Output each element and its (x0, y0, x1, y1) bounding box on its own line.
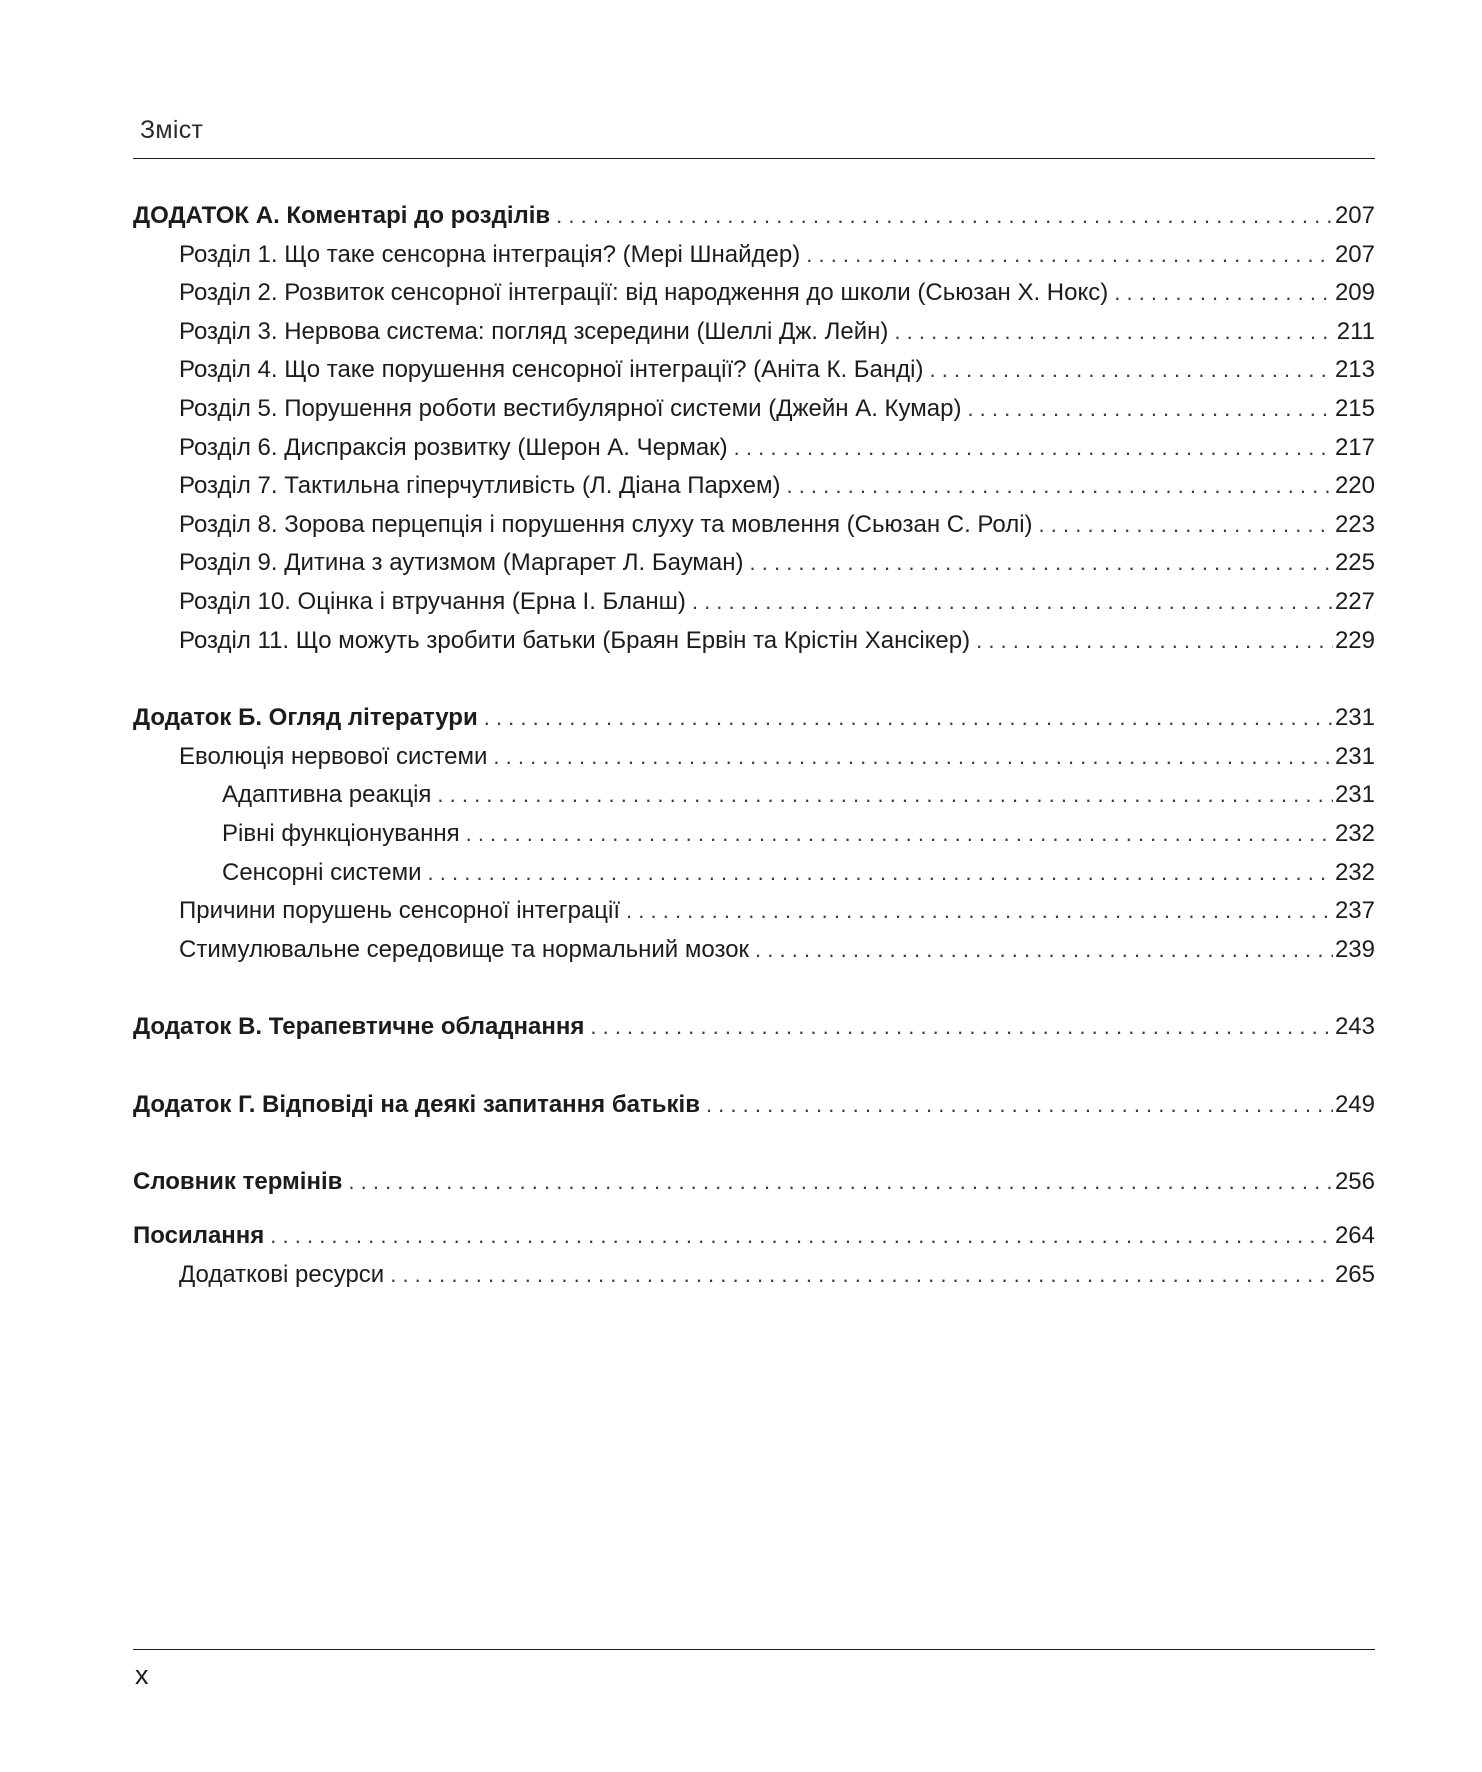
toc-entry-appendix-c[interactable] (133, 1008, 1375, 1047)
toc-entry-page: 265 (1334, 1260, 1375, 1288)
toc-entry-chapter-7[interactable] (133, 467, 1375, 506)
toc-entry-title: Розділ 6. Диспраксія розвитку (Шерон А. Чермак) (179, 433, 728, 461)
dot-leader (755, 931, 1333, 970)
toc-entry-chapter-10[interactable] (133, 583, 1375, 622)
toc-entry-page: 207 (1334, 240, 1375, 268)
dot-leader (390, 1256, 1333, 1295)
toc-entry-title: Додаток В. Терапевтичне обладнання (133, 1013, 585, 1041)
dot-leader (894, 313, 1334, 352)
toc-entry-levels-of-function[interactable] (133, 815, 1375, 854)
toc-entry-title: Причини порушень сенсорної інтеграції (179, 897, 621, 925)
toc-entry-page: 220 (1334, 472, 1375, 500)
dot-leader (706, 1086, 1333, 1125)
dot-leader (556, 197, 1333, 236)
toc-entry-sensory-systems[interactable] (133, 854, 1375, 893)
toc-entry-page: 223 (1334, 510, 1375, 538)
toc-entry-page: 232 (1334, 819, 1375, 847)
toc-entry-chapter-9[interactable] (133, 544, 1375, 583)
toc-entry-page: 231 (1334, 704, 1375, 732)
dot-leader (626, 892, 1333, 931)
toc-entry-page: 209 (1334, 279, 1375, 307)
toc-entry-appendix-a[interactable] (133, 197, 1375, 236)
toc-entry-page: 237 (1334, 897, 1375, 925)
toc-entry-page: 231 (1334, 781, 1375, 809)
toc-entry-page: 217 (1334, 433, 1375, 461)
toc-entry-page: 207 (1334, 202, 1375, 229)
toc-entry-title: Додаток Г. Відповіді на деякі запитання батьків (133, 1090, 700, 1118)
toc-entry-resources[interactable] (133, 1256, 1375, 1295)
toc-entry-page: 215 (1334, 394, 1375, 422)
toc-entry-page: 256 (1334, 1168, 1375, 1196)
page-number: x (135, 1660, 149, 1690)
dot-leader (270, 1217, 1333, 1256)
toc-entry-chapter-2[interactable] (133, 274, 1375, 313)
toc-entry-title: Еволюція нервової системи (179, 742, 488, 770)
footer-rule (133, 1649, 1375, 1650)
toc-entry-title: Розділ 1. Що таке сенсорна інтеграція? (Мері Шнайдер) (179, 240, 801, 268)
toc-entry-page: 211 (1336, 317, 1375, 345)
toc-entry-title: Словник термінів (133, 1168, 343, 1196)
dot-leader (967, 390, 1333, 429)
dot-leader (484, 699, 1333, 738)
toc-entry-page: 249 (1334, 1090, 1375, 1118)
toc-entry-title: Додаток Б. Огляд літератури (133, 704, 478, 732)
toc-entry-title: Стимулювальне середовище та нормальний мозок (179, 935, 750, 963)
toc-entry-title: Адаптивна реакція (222, 781, 432, 809)
toc-entry-chapter-5[interactable] (133, 390, 1375, 429)
section-gap (133, 660, 1375, 699)
toc-entry-chapter-4[interactable] (133, 351, 1375, 390)
toc-entry-title: Розділ 5. Порушення роботи вестибулярної системи (Джейн А. Кумар) (179, 394, 962, 422)
dot-leader (1114, 274, 1333, 313)
toc-entry-chapter-11[interactable] (133, 622, 1375, 661)
toc-entry-adaptive-response[interactable] (133, 776, 1375, 815)
toc-entry-title: Рівні функціонування (222, 819, 460, 847)
toc-entry-glossary[interactable] (133, 1163, 1375, 1202)
toc-entry-page: 231 (1334, 742, 1375, 770)
toc-entry-title: Розділ 3. Нервова система: погляд зсередини (Шеллі Дж. Лейн) (179, 317, 889, 345)
toc-entry-page: 227 (1334, 587, 1375, 615)
toc-entry-chapter-1[interactable] (133, 236, 1375, 275)
dot-leader (348, 1163, 1333, 1202)
dot-leader (929, 351, 1332, 390)
toc-entry-chapter-3[interactable] (133, 313, 1375, 352)
table-of-contents (133, 197, 1375, 1294)
dot-leader (692, 583, 1333, 622)
toc-entry-page: 243 (1334, 1013, 1375, 1041)
toc-entry-page: 229 (1334, 626, 1375, 654)
toc-entry-chapter-6[interactable] (133, 429, 1375, 468)
dot-leader (1039, 506, 1333, 545)
toc-entry-title: ДОДАТОК А. Коментарі до розділів (133, 202, 551, 229)
toc-entry-title: Розділ 9. Дитина з аутизмом (Маргарет Л. Бауман) (179, 549, 744, 577)
section-gap (133, 969, 1375, 1008)
toc-entry-causes[interactable] (133, 892, 1375, 931)
toc-entry-title: Розділ 10. Оцінка і втручання (Ерна І. Бланш) (179, 587, 686, 615)
toc-entry-appendix-b[interactable] (133, 699, 1375, 738)
toc-entry-title: Сенсорні системи (222, 858, 422, 886)
toc-entry-chapter-8[interactable] (133, 506, 1375, 545)
dot-leader (428, 854, 1333, 893)
toc-entry-title: Розділ 7. Тактильна гіперчутливість (Л. Діана Пархем) (179, 472, 781, 500)
toc-entry-title: Розділ 8. Зорова перцепція і порушення слуху та мовлення (Сьюзан С. Ролі) (179, 510, 1033, 538)
dot-leader (493, 738, 1333, 777)
toc-entry-title: Посилання (133, 1222, 265, 1250)
dot-leader (786, 467, 1332, 506)
toc-entry-page: 225 (1334, 549, 1375, 577)
toc-entry-title: Розділ 2. Розвиток сенсорної інтеграції: від народження до школи (Сьюзан Х. Нокс) (179, 279, 1109, 307)
section-gap (133, 1047, 1375, 1086)
toc-entry-page: 264 (1334, 1222, 1375, 1250)
toc-entry-title: Розділ 4. Що таке порушення сенсорної інтеграції? (Аніта К. Банді) (179, 356, 924, 384)
toc-entry-page: 232 (1334, 858, 1375, 886)
dot-leader (750, 544, 1333, 583)
toc-entry-title: Розділ 11. Що можуть зробити батьки (Браян Ервін та Крістін Хансікер) (179, 626, 971, 654)
toc-entry-appendix-d[interactable] (133, 1086, 1375, 1125)
dot-leader (437, 776, 1333, 815)
section-gap (133, 1202, 1375, 1217)
section-gap (133, 1124, 1375, 1163)
toc-entry-evolution[interactable] (133, 738, 1375, 777)
dot-leader (590, 1008, 1333, 1047)
toc-entry-references[interactable] (133, 1217, 1375, 1256)
toc-entry-title: Додаткові ресурси (179, 1260, 385, 1288)
dot-leader (734, 429, 1333, 468)
toc-entry-environment[interactable] (133, 931, 1375, 970)
header-rule (133, 158, 1375, 159)
toc-entry-page: 213 (1334, 356, 1375, 384)
dot-leader (976, 622, 1333, 661)
dot-leader (806, 236, 1333, 275)
running-head: Зміст (140, 116, 204, 144)
dot-leader (466, 815, 1333, 854)
toc-entry-page: 239 (1334, 935, 1375, 963)
